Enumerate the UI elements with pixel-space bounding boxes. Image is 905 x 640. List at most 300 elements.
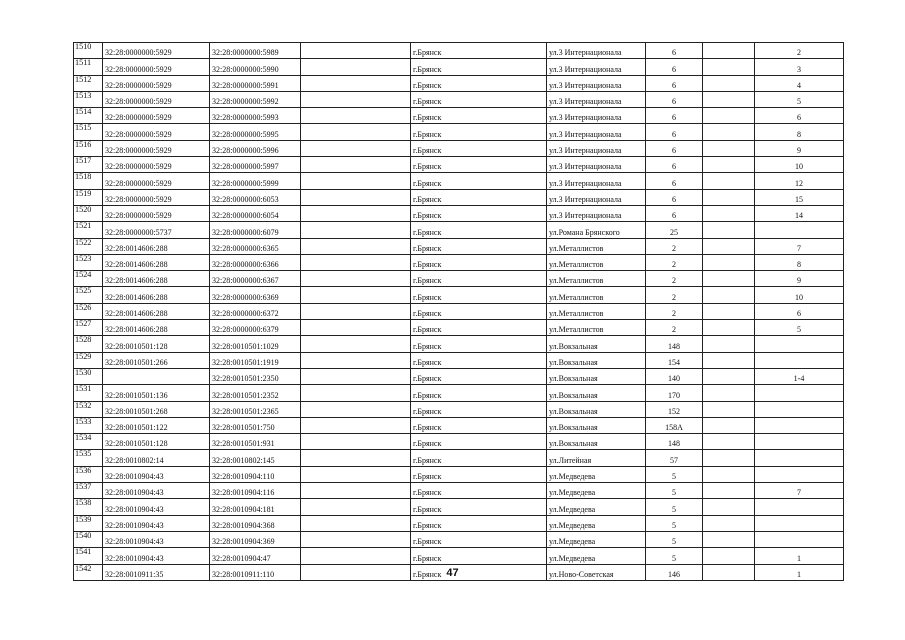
empty-cell bbox=[703, 108, 755, 124]
table-row bbox=[74, 450, 844, 466]
house-number-cell: 6 bbox=[646, 75, 703, 91]
street-cell: ул.Вокзальная bbox=[547, 434, 646, 450]
street-cell: ул.Романа Брянского bbox=[547, 222, 646, 238]
apartment-number-cell: 1 bbox=[755, 548, 844, 564]
apartment-number-cell: 8 bbox=[755, 254, 844, 270]
empty-cell bbox=[703, 548, 755, 564]
table-row bbox=[74, 59, 844, 75]
empty-cell bbox=[703, 368, 755, 384]
empty-cell bbox=[703, 417, 755, 433]
apartment-number-cell: 5 bbox=[755, 320, 844, 336]
empty-cell bbox=[703, 352, 755, 368]
empty-cell bbox=[301, 108, 411, 124]
house-number-cell: 152 bbox=[646, 401, 703, 417]
registry-table bbox=[73, 42, 844, 581]
apartment-number-cell bbox=[755, 466, 844, 482]
empty-cell bbox=[301, 368, 411, 384]
cadastral-number-cell: 32:28:0000000:6079 bbox=[210, 222, 301, 238]
table-row bbox=[74, 205, 844, 221]
street-cell: ул.Металлистов bbox=[547, 303, 646, 319]
parent-cadastral-cell: 32:28:0000000:5929 bbox=[103, 124, 210, 140]
table-row bbox=[74, 417, 844, 433]
row-number-cell: 1541 bbox=[74, 548, 103, 564]
city-cell: г.Брянск bbox=[411, 483, 547, 499]
empty-cell bbox=[703, 320, 755, 336]
parent-cadastral-cell: 32:28:0010501:268 bbox=[103, 401, 210, 417]
city-cell: г.Брянск bbox=[411, 401, 547, 417]
table-row bbox=[74, 254, 844, 270]
empty-cell bbox=[301, 434, 411, 450]
row-number-cell: 1510 bbox=[74, 43, 103, 59]
parent-cadastral-cell: 32:28:0010904:43 bbox=[103, 466, 210, 482]
apartment-number-cell bbox=[755, 222, 844, 238]
empty-cell bbox=[703, 205, 755, 221]
parent-cadastral-cell: 32:28:0000000:5929 bbox=[103, 59, 210, 75]
street-cell: ул.Вокзальная bbox=[547, 385, 646, 401]
row-number-cell: 1530 bbox=[74, 368, 103, 384]
cadastral-number-cell: 32:28:0010911:110 bbox=[210, 564, 301, 580]
cadastral-number-cell: 32:28:0000000:5999 bbox=[210, 173, 301, 189]
cadastral-number-cell: 32:28:0010802:145 bbox=[210, 450, 301, 466]
row-number-cell: 1542 bbox=[74, 564, 103, 580]
street-cell: ул.Металлистов bbox=[547, 254, 646, 270]
parent-cadastral-cell: 32:28:0000000:5929 bbox=[103, 108, 210, 124]
empty-cell bbox=[301, 254, 411, 270]
street-cell: ул.Вокзальная bbox=[547, 352, 646, 368]
table-row bbox=[74, 222, 844, 238]
house-number-cell: 158А bbox=[646, 417, 703, 433]
city-cell: г.Брянск bbox=[411, 157, 547, 173]
street-cell: ул.Медведева bbox=[547, 531, 646, 547]
empty-cell bbox=[703, 91, 755, 107]
city-cell: г.Брянск bbox=[411, 189, 547, 205]
empty-cell bbox=[301, 483, 411, 499]
empty-cell bbox=[703, 173, 755, 189]
house-number-cell: 6 bbox=[646, 173, 703, 189]
apartment-number-cell: 14 bbox=[755, 205, 844, 221]
street-cell: ул.Ново-Советская bbox=[547, 564, 646, 580]
empty-cell bbox=[301, 352, 411, 368]
cadastral-number-cell: 32:28:0010501:2365 bbox=[210, 401, 301, 417]
street-cell: ул.Литейная bbox=[547, 450, 646, 466]
row-number-cell: 1531 bbox=[74, 385, 103, 401]
city-cell: г.Брянск bbox=[411, 352, 547, 368]
apartment-number-cell bbox=[755, 450, 844, 466]
table-row bbox=[74, 271, 844, 287]
empty-cell bbox=[703, 238, 755, 254]
cadastral-number-cell: 32:28:0000000:5989 bbox=[210, 43, 301, 59]
table-row bbox=[74, 75, 844, 91]
empty-cell bbox=[301, 75, 411, 91]
row-number-cell: 1528 bbox=[74, 336, 103, 352]
apartment-number-cell bbox=[755, 434, 844, 450]
cadastral-number-cell: 32:28:0010501:2350 bbox=[210, 368, 301, 384]
apartment-number-cell: 10 bbox=[755, 287, 844, 303]
row-number-cell: 1533 bbox=[74, 417, 103, 433]
row-number-cell: 1521 bbox=[74, 222, 103, 238]
empty-cell bbox=[703, 287, 755, 303]
registry-body bbox=[74, 43, 844, 581]
table-row bbox=[74, 173, 844, 189]
apartment-number-cell: 15 bbox=[755, 189, 844, 205]
street-cell: ул.Металлистов bbox=[547, 238, 646, 254]
city-cell: г.Брянск bbox=[411, 287, 547, 303]
empty-cell bbox=[703, 401, 755, 417]
parent-cadastral-cell: 32:28:0000000:5929 bbox=[103, 140, 210, 156]
street-cell: ул.3 Интернационала bbox=[547, 124, 646, 140]
empty-cell bbox=[301, 140, 411, 156]
house-number-cell: 2 bbox=[646, 320, 703, 336]
cadastral-number-cell: 32:28:0010904:181 bbox=[210, 499, 301, 515]
city-cell: г.Брянск bbox=[411, 271, 547, 287]
house-number-cell: 5 bbox=[646, 499, 703, 515]
city-cell: г.Брянск bbox=[411, 368, 547, 384]
street-cell: ул.3 Интернационала bbox=[547, 157, 646, 173]
parent-cadastral-cell: 32:28:0010904:43 bbox=[103, 531, 210, 547]
parent-cadastral-cell: 32:28:0014606:288 bbox=[103, 238, 210, 254]
empty-cell bbox=[703, 385, 755, 401]
row-number-cell: 1513 bbox=[74, 91, 103, 107]
empty-cell bbox=[301, 548, 411, 564]
city-cell: г.Брянск bbox=[411, 320, 547, 336]
cadastral-number-cell: 32:28:0010904:47 bbox=[210, 548, 301, 564]
empty-cell bbox=[703, 434, 755, 450]
house-number-cell: 6 bbox=[646, 91, 703, 107]
table-row bbox=[74, 499, 844, 515]
apartment-number-cell: 8 bbox=[755, 124, 844, 140]
cadastral-number-cell: 32:28:0000000:6379 bbox=[210, 320, 301, 336]
house-number-cell: 146 bbox=[646, 564, 703, 580]
parent-cadastral-cell: 32:28:0000000:5929 bbox=[103, 189, 210, 205]
row-number-cell: 1516 bbox=[74, 140, 103, 156]
street-cell: ул.3 Интернационала bbox=[547, 205, 646, 221]
cadastral-number-cell: 32:28:0000000:5991 bbox=[210, 75, 301, 91]
parent-cadastral-cell: 32:28:0000000:5929 bbox=[103, 91, 210, 107]
city-cell: г.Брянск bbox=[411, 385, 547, 401]
table-row bbox=[74, 287, 844, 303]
empty-cell bbox=[703, 222, 755, 238]
table-row bbox=[74, 466, 844, 482]
street-cell: ул.Медведева bbox=[547, 466, 646, 482]
row-number-cell: 1538 bbox=[74, 499, 103, 515]
empty-cell bbox=[703, 499, 755, 515]
empty-cell bbox=[703, 75, 755, 91]
table-row bbox=[74, 43, 844, 59]
house-number-cell: 140 bbox=[646, 368, 703, 384]
cadastral-number-cell: 32:28:0000000:5990 bbox=[210, 59, 301, 75]
apartment-number-cell: 1 bbox=[755, 564, 844, 580]
row-number-cell: 1525 bbox=[74, 287, 103, 303]
city-cell: г.Брянск bbox=[411, 450, 547, 466]
empty-cell bbox=[301, 287, 411, 303]
house-number-cell: 2 bbox=[646, 287, 703, 303]
cadastral-number-cell: 32:28:0010904:110 bbox=[210, 466, 301, 482]
table-row bbox=[74, 515, 844, 531]
cadastral-number-cell: 32:28:0010501:931 bbox=[210, 434, 301, 450]
parent-cadastral-cell: 32:28:0010501:128 bbox=[103, 336, 210, 352]
table-row bbox=[74, 303, 844, 319]
city-cell: г.Брянск bbox=[411, 222, 547, 238]
row-number-cell: 1527 bbox=[74, 320, 103, 336]
apartment-number-cell bbox=[755, 352, 844, 368]
parent-cadastral-cell: 32:28:0014606:288 bbox=[103, 287, 210, 303]
table-row bbox=[74, 401, 844, 417]
empty-cell bbox=[301, 466, 411, 482]
cadastral-number-cell: 32:28:0010501:1029 bbox=[210, 336, 301, 352]
apartment-number-cell: 2 bbox=[755, 43, 844, 59]
empty-cell bbox=[301, 385, 411, 401]
row-number-cell: 1522 bbox=[74, 238, 103, 254]
street-cell: ул.Металлистов bbox=[547, 271, 646, 287]
city-cell: г.Брянск bbox=[411, 205, 547, 221]
empty-cell bbox=[301, 303, 411, 319]
row-number-cell: 1540 bbox=[74, 531, 103, 547]
empty-cell bbox=[703, 483, 755, 499]
row-number-cell: 1512 bbox=[74, 75, 103, 91]
row-number-cell: 1517 bbox=[74, 157, 103, 173]
table-row bbox=[74, 238, 844, 254]
row-number-cell: 1529 bbox=[74, 352, 103, 368]
city-cell: г.Брянск bbox=[411, 531, 547, 547]
city-cell: г.Брянск bbox=[411, 108, 547, 124]
empty-cell bbox=[301, 91, 411, 107]
empty-cell bbox=[301, 43, 411, 59]
cadastral-number-cell: 32:28:0000000:6372 bbox=[210, 303, 301, 319]
parent-cadastral-cell: 32:28:0014606:288 bbox=[103, 254, 210, 270]
apartment-number-cell: 12 bbox=[755, 173, 844, 189]
apartment-number-cell: 4 bbox=[755, 75, 844, 91]
parent-cadastral-cell: 32:28:0000000:5737 bbox=[103, 222, 210, 238]
table-row bbox=[74, 157, 844, 173]
parent-cadastral-cell: 32:28:0000000:5929 bbox=[103, 157, 210, 173]
city-cell: г.Брянск bbox=[411, 124, 547, 140]
empty-cell bbox=[703, 515, 755, 531]
house-number-cell: 6 bbox=[646, 157, 703, 173]
city-cell: г.Брянск bbox=[411, 303, 547, 319]
house-number-cell: 6 bbox=[646, 108, 703, 124]
house-number-cell: 148 bbox=[646, 336, 703, 352]
parent-cadastral-cell: 32:28:0010501:136 bbox=[103, 385, 210, 401]
table-row bbox=[74, 140, 844, 156]
empty-cell bbox=[301, 157, 411, 173]
table-row bbox=[74, 320, 844, 336]
empty-cell bbox=[301, 205, 411, 221]
parent-cadastral-cell: 32:28:0010904:43 bbox=[103, 499, 210, 515]
apartment-number-cell bbox=[755, 385, 844, 401]
empty-cell bbox=[703, 59, 755, 75]
apartment-number-cell: 9 bbox=[755, 140, 844, 156]
house-number-cell: 5 bbox=[646, 548, 703, 564]
empty-cell bbox=[703, 124, 755, 140]
house-number-cell: 2 bbox=[646, 303, 703, 319]
row-number-cell: 1532 bbox=[74, 401, 103, 417]
apartment-number-cell bbox=[755, 531, 844, 547]
street-cell: ул.3 Интернационала bbox=[547, 91, 646, 107]
street-cell: ул.3 Интернационала bbox=[547, 189, 646, 205]
street-cell: ул.Вокзальная bbox=[547, 368, 646, 384]
house-number-cell: 25 bbox=[646, 222, 703, 238]
empty-cell bbox=[301, 271, 411, 287]
empty-cell bbox=[301, 417, 411, 433]
table-row bbox=[74, 385, 844, 401]
parent-cadastral-cell: 32:28:0010501:266 bbox=[103, 352, 210, 368]
house-number-cell: 148 bbox=[646, 434, 703, 450]
empty-cell bbox=[703, 140, 755, 156]
row-number-cell: 1523 bbox=[74, 254, 103, 270]
apartment-number-cell: 7 bbox=[755, 238, 844, 254]
row-number-cell: 1514 bbox=[74, 108, 103, 124]
street-cell: ул.3 Интернационала bbox=[547, 173, 646, 189]
apartment-number-cell: 9 bbox=[755, 271, 844, 287]
table-row bbox=[74, 336, 844, 352]
parent-cadastral-cell: 32:28:0010904:43 bbox=[103, 548, 210, 564]
empty-cell bbox=[301, 320, 411, 336]
parent-cadastral-cell: 32:28:0000000:5929 bbox=[103, 75, 210, 91]
street-cell: ул.3 Интернационала bbox=[547, 75, 646, 91]
house-number-cell: 5 bbox=[646, 515, 703, 531]
empty-cell bbox=[703, 466, 755, 482]
row-number-cell: 1515 bbox=[74, 124, 103, 140]
city-cell: г.Брянск bbox=[411, 417, 547, 433]
empty-cell bbox=[703, 271, 755, 287]
apartment-number-cell bbox=[755, 336, 844, 352]
cadastral-number-cell: 32:28:0000000:5995 bbox=[210, 124, 301, 140]
street-cell: ул.Металлистов bbox=[547, 287, 646, 303]
parent-cadastral-cell: 32:28:0010904:43 bbox=[103, 515, 210, 531]
cadastral-number-cell: 32:28:0000000:5992 bbox=[210, 91, 301, 107]
apartment-number-cell bbox=[755, 401, 844, 417]
empty-cell bbox=[301, 499, 411, 515]
house-number-cell: 6 bbox=[646, 43, 703, 59]
cadastral-number-cell: 32:28:0010904:369 bbox=[210, 531, 301, 547]
empty-cell bbox=[703, 254, 755, 270]
house-number-cell: 5 bbox=[646, 483, 703, 499]
table-row bbox=[74, 124, 844, 140]
empty-cell bbox=[703, 531, 755, 547]
row-number-cell: 1518 bbox=[74, 173, 103, 189]
city-cell: г.Брянск bbox=[411, 173, 547, 189]
house-number-cell: 5 bbox=[646, 531, 703, 547]
house-number-cell: 6 bbox=[646, 140, 703, 156]
cadastral-number-cell: 32:28:0000000:6053 bbox=[210, 189, 301, 205]
city-cell: г.Брянск bbox=[411, 336, 547, 352]
row-number-cell: 1539 bbox=[74, 515, 103, 531]
cadastral-number-cell: 32:28:0000000:5993 bbox=[210, 108, 301, 124]
table-row bbox=[74, 352, 844, 368]
city-cell: г.Брянск bbox=[411, 254, 547, 270]
street-cell: ул.3 Интернационала bbox=[547, 59, 646, 75]
empty-cell bbox=[301, 336, 411, 352]
page-number: 47 bbox=[446, 567, 459, 579]
table-row bbox=[74, 108, 844, 124]
street-cell: ул.Вокзальная bbox=[547, 401, 646, 417]
parent-cadastral-cell: 32:28:0000000:5929 bbox=[103, 43, 210, 59]
row-number-cell: 1511 bbox=[74, 59, 103, 75]
house-number-cell: 57 bbox=[646, 450, 703, 466]
apartment-number-cell: 1-4 bbox=[755, 368, 844, 384]
city-cell: г.Брянск bbox=[411, 75, 547, 91]
city-cell: г.Брянск bbox=[411, 515, 547, 531]
street-cell: ул.Медведева bbox=[547, 548, 646, 564]
parent-cadastral-cell: 32:28:0014606:288 bbox=[103, 271, 210, 287]
cadastral-number-cell: 32:28:0000000:6365 bbox=[210, 238, 301, 254]
house-number-cell: 154 bbox=[646, 352, 703, 368]
empty-cell bbox=[301, 515, 411, 531]
house-number-cell: 170 bbox=[646, 385, 703, 401]
house-number-cell: 6 bbox=[646, 59, 703, 75]
cadastral-number-cell: 32:28:0000000:6369 bbox=[210, 287, 301, 303]
city-cell: г.Брянск bbox=[411, 499, 547, 515]
parent-cadastral-cell: 32:28:0014606:288 bbox=[103, 303, 210, 319]
table-row bbox=[74, 531, 844, 547]
cadastral-number-cell: 32:28:0010501:2352 bbox=[210, 385, 301, 401]
empty-cell bbox=[703, 336, 755, 352]
parent-cadastral-cell: 32:28:0010501:122 bbox=[103, 417, 210, 433]
street-cell: ул.3 Интернационала bbox=[547, 108, 646, 124]
house-number-cell: 6 bbox=[646, 189, 703, 205]
house-number-cell: 5 bbox=[646, 466, 703, 482]
parent-cadastral-cell bbox=[103, 368, 210, 384]
house-number-cell: 6 bbox=[646, 205, 703, 221]
table-row bbox=[74, 483, 844, 499]
empty-cell bbox=[703, 157, 755, 173]
table-row bbox=[74, 91, 844, 107]
parent-cadastral-cell: 32:28:0010501:128 bbox=[103, 434, 210, 450]
empty-cell bbox=[301, 238, 411, 254]
city-cell: г.Брянск bbox=[411, 434, 547, 450]
apartment-number-cell bbox=[755, 499, 844, 515]
parent-cadastral-cell: 32:28:0010911:35 bbox=[103, 564, 210, 580]
city-cell: г.Брянск bbox=[411, 91, 547, 107]
empty-cell bbox=[703, 189, 755, 205]
empty-cell bbox=[301, 450, 411, 466]
city-cell: г.Брянск bbox=[411, 548, 547, 564]
row-number-cell: 1520 bbox=[74, 205, 103, 221]
cadastral-number-cell: 32:28:0000000:5997 bbox=[210, 157, 301, 173]
apartment-number-cell: 6 bbox=[755, 108, 844, 124]
row-number-cell: 1526 bbox=[74, 303, 103, 319]
street-cell: ул.Медведева bbox=[547, 499, 646, 515]
city-cell: г.Брянск bbox=[411, 238, 547, 254]
cadastral-number-cell: 32:28:0010501:750 bbox=[210, 417, 301, 433]
parent-cadastral-cell: 32:28:0010802:14 bbox=[103, 450, 210, 466]
cadastral-number-cell: 32:28:0000000:6366 bbox=[210, 254, 301, 270]
apartment-number-cell bbox=[755, 417, 844, 433]
street-cell: ул.Медведева bbox=[547, 483, 646, 499]
city-cell: г.Брянск bbox=[411, 564, 547, 580]
row-number-cell: 1537 bbox=[74, 483, 103, 499]
cadastral-number-cell: 32:28:0000000:6367 bbox=[210, 271, 301, 287]
cadastral-number-cell: 32:28:0010904:368 bbox=[210, 515, 301, 531]
house-number-cell: 2 bbox=[646, 238, 703, 254]
empty-cell bbox=[301, 222, 411, 238]
house-number-cell: 6 bbox=[646, 124, 703, 140]
apartment-number-cell: 3 bbox=[755, 59, 844, 75]
empty-cell bbox=[301, 531, 411, 547]
empty-cell bbox=[301, 124, 411, 140]
empty-cell bbox=[301, 189, 411, 205]
city-cell: г.Брянск bbox=[411, 140, 547, 156]
row-number-cell: 1534 bbox=[74, 434, 103, 450]
parent-cadastral-cell: 32:28:0014606:288 bbox=[103, 320, 210, 336]
street-cell: ул.3 Интернационала bbox=[547, 140, 646, 156]
apartment-number-cell: 7 bbox=[755, 483, 844, 499]
apartment-number-cell: 10 bbox=[755, 157, 844, 173]
cadastral-number-cell: 32:28:0010501:1919 bbox=[210, 352, 301, 368]
row-number-cell: 1535 bbox=[74, 450, 103, 466]
street-cell: ул.Металлистов bbox=[547, 320, 646, 336]
parent-cadastral-cell: 32:28:0010904:43 bbox=[103, 483, 210, 499]
